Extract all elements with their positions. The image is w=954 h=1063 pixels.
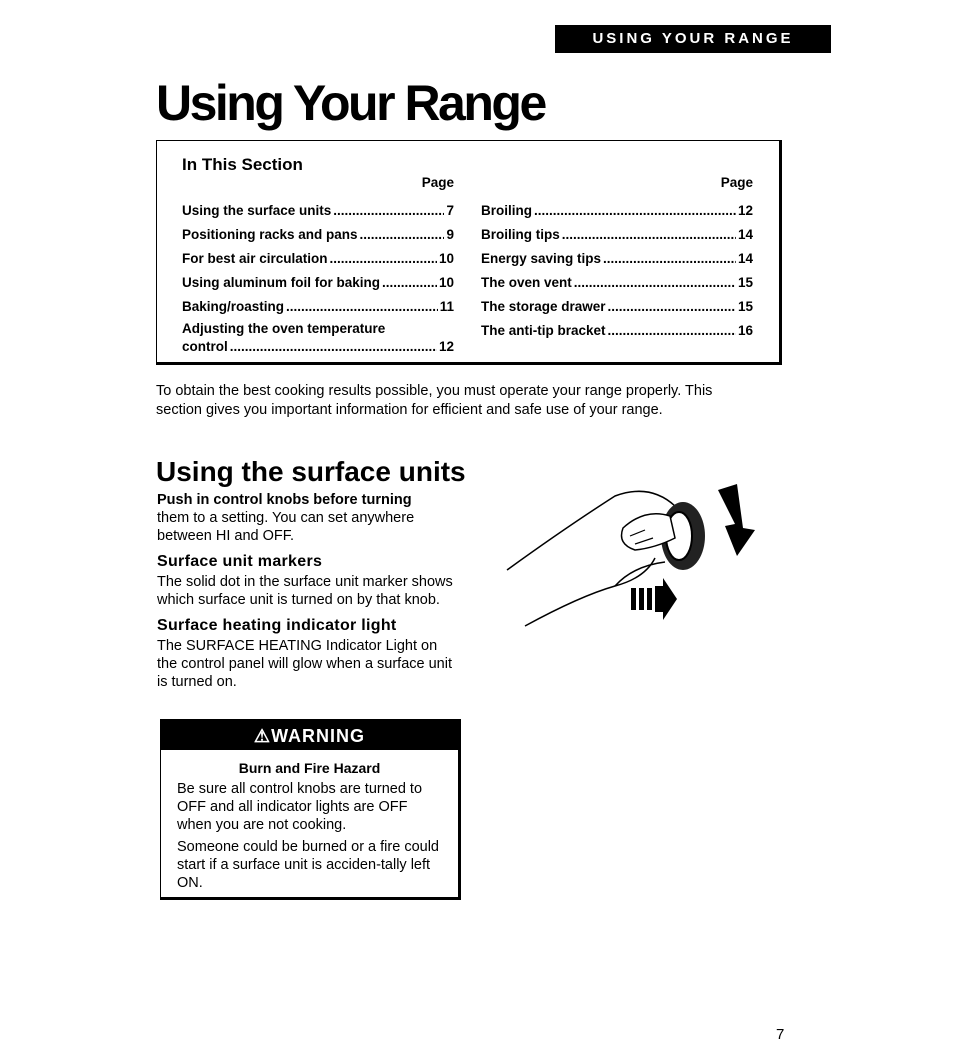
toc-entry[interactable] bbox=[182, 315, 454, 359]
toc-entry-title: Using the surface units bbox=[182, 203, 332, 218]
warning-bar bbox=[161, 720, 458, 750]
toc-entry-page: 14 bbox=[737, 251, 753, 266]
toc-entry-page: 15 bbox=[737, 275, 753, 290]
toc-box bbox=[156, 140, 782, 365]
page-number: 7 bbox=[776, 1026, 785, 1043]
warning-label: WARNING bbox=[271, 726, 366, 746]
toc-entry-title: Broiling bbox=[481, 203, 532, 218]
toc-entry-page: 16 bbox=[737, 323, 753, 338]
toc-entry-title: For best air circulation bbox=[182, 251, 328, 266]
intro-paragraph: To obtain the best cooking results possible, you must operate your range properly. This section gives you important information for efficient and safe use of your range. bbox=[156, 383, 713, 418]
toc-entry[interactable] bbox=[182, 291, 454, 315]
toc-entry[interactable] bbox=[182, 219, 454, 243]
toc-entry[interactable] bbox=[182, 243, 454, 267]
warning-triangle-icon: ⚠ bbox=[253, 726, 272, 746]
toc-entry[interactable] bbox=[481, 291, 753, 315]
toc-heading: In This Section bbox=[182, 155, 303, 174]
push-lead: Push in control knobs before turning bbox=[157, 492, 412, 508]
toc-entry-title: Using aluminum foil for baking bbox=[182, 275, 381, 290]
knob-illustration bbox=[505, 478, 765, 638]
toc-entry-title: The oven vent bbox=[481, 275, 572, 290]
markers-text: The solid dot in the surface unit marker shows which surface unit is turned on by that knob. bbox=[157, 574, 453, 608]
warning-line-1: Be sure all control knobs are turned to OFF and all indicator lights are OFF when you are not cooking. bbox=[177, 781, 423, 833]
toc-entry[interactable] bbox=[481, 267, 753, 291]
toc-entry[interactable] bbox=[182, 195, 454, 219]
toc-entry-title: Positioning racks and pans bbox=[182, 227, 358, 242]
push-paragraph bbox=[157, 491, 457, 545]
toc-entry[interactable] bbox=[481, 315, 753, 339]
toc-entry-title: The storage drawer bbox=[481, 299, 606, 314]
indicator-text: The SURFACE HEATING Indicator Light on the control panel will glow when a surface unit is turned on. bbox=[157, 638, 452, 690]
toc-entry-title: Broiling tips bbox=[481, 227, 560, 242]
toc-entry-page: 14 bbox=[737, 227, 753, 242]
toc-entry-page: 12 bbox=[438, 339, 454, 354]
toc-page-label: Page bbox=[421, 175, 454, 190]
warning-body bbox=[161, 780, 458, 892]
section-title: Using the surface units bbox=[156, 456, 466, 487]
toc-right-column bbox=[481, 171, 753, 339]
toc-entry[interactable] bbox=[182, 267, 454, 291]
toc-entry-page: 12 bbox=[737, 203, 753, 218]
indicator-heading: Surface heating indicator light bbox=[157, 617, 397, 634]
toc-entry[interactable] bbox=[481, 219, 753, 243]
toc-entry-page: 15 bbox=[737, 299, 753, 314]
warning-box bbox=[160, 719, 461, 900]
toc-entry-title-cont: control bbox=[182, 339, 228, 354]
toc-page-label: Page bbox=[720, 175, 753, 190]
page-title: Using Your Range bbox=[156, 75, 545, 131]
toc-entry-page: 7 bbox=[446, 203, 454, 218]
toc-left-column bbox=[182, 171, 454, 359]
toc-entry-page: 10 bbox=[438, 275, 454, 290]
toc-entry[interactable] bbox=[481, 195, 753, 219]
section-header-bar: USING YOUR RANGE bbox=[555, 25, 831, 53]
toc-entry-title: The anti-tip bracket bbox=[481, 323, 606, 338]
push-rest: them to a setting. You can set anywhere between HI and OFF. bbox=[157, 510, 415, 544]
markers-heading: Surface unit markers bbox=[157, 553, 323, 570]
toc-entry-page: 9 bbox=[446, 227, 454, 242]
toc-entry[interactable] bbox=[481, 243, 753, 267]
toc-entry-title: Baking/roasting bbox=[182, 299, 285, 314]
warning-line-2: Someone could be burned or a fire could start if a surface unit is acciden-tally left ON. bbox=[177, 839, 439, 891]
toc-entry-page: 11 bbox=[439, 299, 454, 314]
toc-entry-title: Adjusting the oven temperature bbox=[182, 321, 386, 336]
surface-units-text bbox=[157, 491, 457, 691]
warning-subtitle: Burn and Fire Hazard bbox=[238, 760, 381, 776]
toc-entry-page: 10 bbox=[438, 251, 454, 266]
toc-entry-title: Energy saving tips bbox=[481, 251, 602, 266]
